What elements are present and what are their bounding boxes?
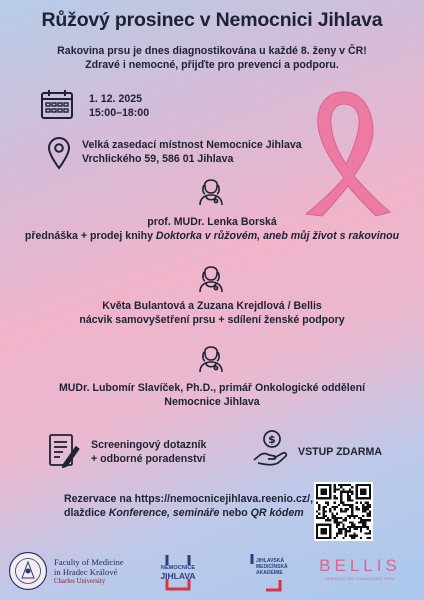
hospital-logo xyxy=(156,565,200,581)
svg-text:$: $ xyxy=(268,433,276,446)
speaker-3 xyxy=(20,381,404,409)
book-title: Doktorka v růžovém, aneb můj život s rakovinou xyxy=(155,230,400,242)
doctor-icon xyxy=(197,341,225,373)
speaker-3-affiliation: Nemocnice Jihlava xyxy=(164,396,260,408)
registration-line-2: dlaždice Konference, semináře nebo QR kódem xyxy=(64,507,304,519)
speaker-2 xyxy=(20,299,404,327)
location-pin-icon xyxy=(47,136,71,170)
bellis-wordmark: BELLIS xyxy=(319,556,401,575)
faculty-logo xyxy=(54,557,124,587)
doctor-icon xyxy=(197,261,225,293)
hospital-line-2: JIHLAVA xyxy=(160,571,196,581)
registration-link[interactable]: Rezervace na https://nemocnicejihlava.reenio.cz/, xyxy=(64,493,314,505)
academy-line-2: MEDICÍNSKÁ xyxy=(256,564,288,571)
intro-line-2: Zdravé i nemocné, přijďte pro prevenci a podporu. xyxy=(85,59,339,71)
speaker-2-desc: nácvik samovyšetření prsu + sdílení ženské podpory xyxy=(79,314,345,326)
intro-text xyxy=(0,44,424,72)
calendar-icon xyxy=(40,88,74,120)
academy-line-1: JIHLAVSKÁ xyxy=(256,558,284,564)
faculty-line-3: Charles University xyxy=(54,578,106,585)
academy-line-3: AKADEMIE xyxy=(256,570,283,577)
speaker-3-name: MUDr. Lubomír Slavíček, Ph.D., primář Onkologické oddělení xyxy=(58,382,366,394)
bellis-subtitle: SDRUŽENÍ ŽEN S RAKOVINOU PRSU xyxy=(325,577,395,581)
event-venue: Velká zasedací místnost Nemocnice Jihlava xyxy=(82,139,302,151)
faculty-line-2: in Hradec Králové xyxy=(54,567,118,577)
speaker-1-name: prof. MUDr. Lenka Borská xyxy=(147,216,277,228)
speaker-2-name: Květa Bulantová a Zuzana Krejdlová / Bellis xyxy=(102,300,322,312)
free-entry: VSTUP ZDARMA xyxy=(298,446,382,458)
event-time: 15:00–18:00 xyxy=(89,107,150,119)
registration-info xyxy=(64,492,313,520)
intro-line-1: Rakovina prsu je dnes diagnostikována u každé 8. ženy v ČR! xyxy=(57,45,367,57)
event-location xyxy=(82,138,302,166)
event-datetime xyxy=(89,92,149,120)
event-address: Vrchlického 59, 586 01 Jihlava xyxy=(82,153,234,165)
speaker-1-desc: přednáška + prodej knihy Doktorka v růžovém, aneb můj život s rakovinou xyxy=(24,230,400,242)
screening-line-1: Screeningový dotazník xyxy=(91,439,207,451)
qr-code[interactable] xyxy=(314,482,373,541)
event-date: 1. 12. 2025 xyxy=(89,93,143,105)
speaker-1 xyxy=(20,215,404,243)
screening-offer xyxy=(91,438,206,466)
page-title: Růžový prosinec v Nemocnici Jihlava xyxy=(41,9,383,31)
bellis-logo xyxy=(310,556,410,581)
doctor-icon xyxy=(197,174,225,206)
questionnaire-icon xyxy=(48,433,80,469)
faculty-line-1: Faculty of Medicine xyxy=(54,557,124,567)
hospital-line-1: NEMOCNICE xyxy=(160,565,196,571)
screening-line-2: + odborné poradenství xyxy=(91,453,206,465)
qr-code-icon xyxy=(316,484,371,539)
pink-ribbon-icon xyxy=(292,86,396,218)
money-hand-icon xyxy=(252,428,292,468)
faculty-seal-icon xyxy=(8,551,48,591)
academy-logo xyxy=(256,558,288,577)
